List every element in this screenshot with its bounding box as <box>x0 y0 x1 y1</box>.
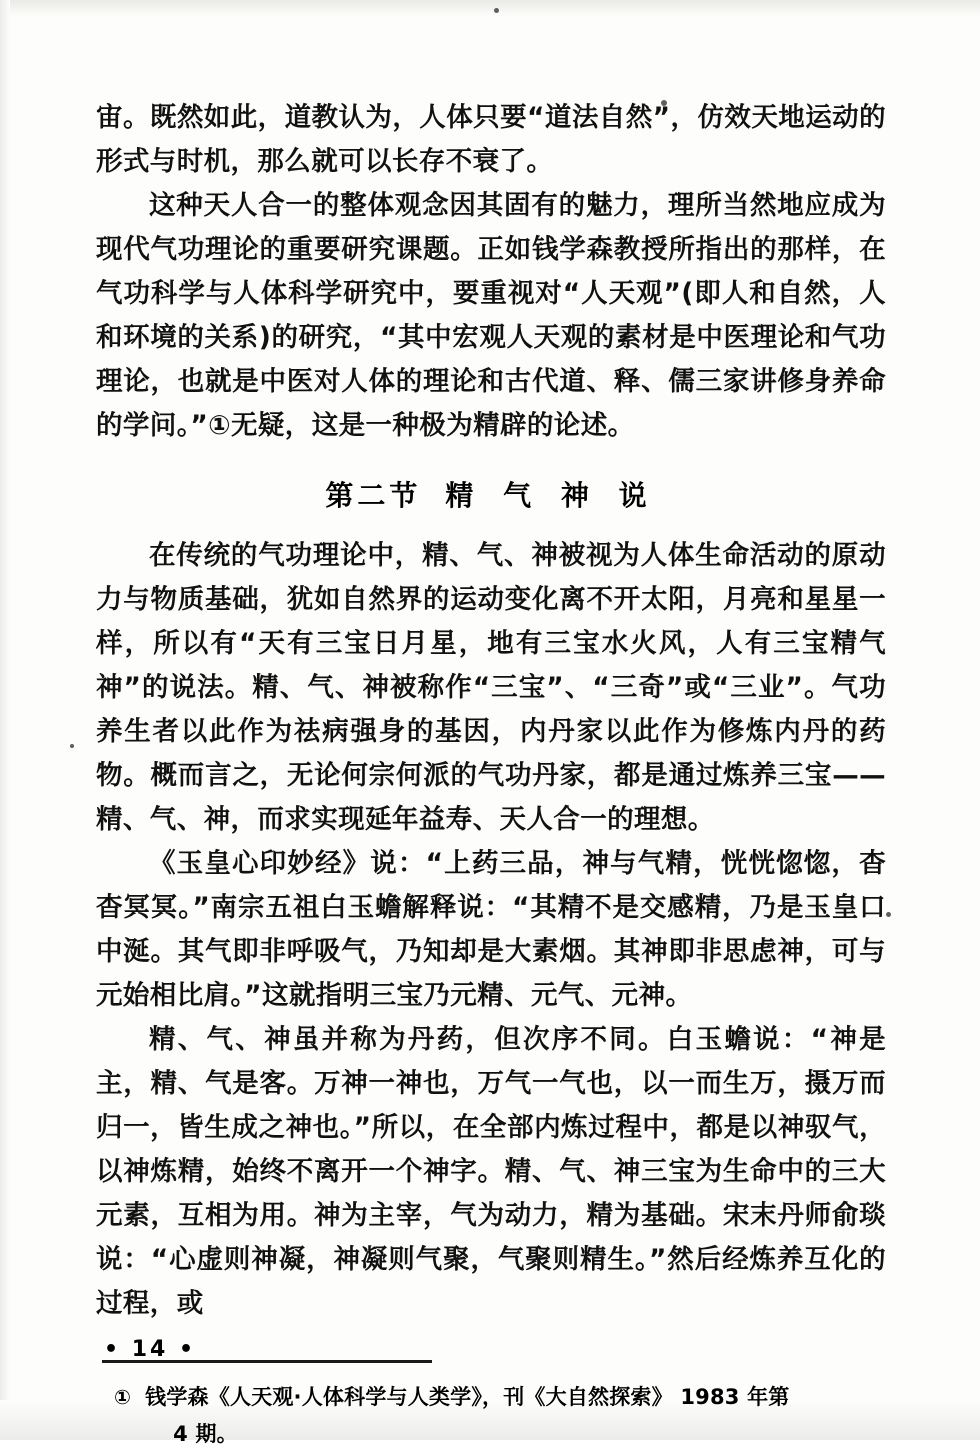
scan-speck <box>886 912 891 917</box>
footnote-line-1: 钱学森《人天观·人体科学与人类学》，刊《大自然探索》 1983 年第 <box>145 1385 790 1409</box>
scan-edge-left <box>0 0 10 1440</box>
page-content <box>96 96 886 1453</box>
footnote-text <box>145 1379 865 1453</box>
footnote-marker: ① <box>114 1385 132 1409</box>
scan-speck <box>494 8 499 13</box>
footnote <box>96 1379 886 1453</box>
paragraph-continuation: 宙。既然如此，道教认为，人体只要“道法自然”，仿效天地运动的形式与时机，那么就可以长存不衰了。 <box>96 102 886 177</box>
scan-edge-top <box>0 0 980 16</box>
scan-speck <box>70 744 74 748</box>
section-heading <box>96 474 886 518</box>
paragraph-yuhuang-scripture: 《玉皇心印妙经》说：“上药三品，神与气精，恍恍惚惚，杳杳冥冥。”南宗五祖白玉蟾解释说：“其精不是交感精，乃是玉皇口中涎。其气即非呼吸气，乃知却是大素烟。其神即非思虑神，可与元始相比肩。”这就指明三宝乃元精、元气、元神。 <box>96 848 886 1011</box>
paragraph-shen-is-master: 精、气、神虽并称为丹药，但次序不同。白玉蟾说：“神是主，精、气是客。万神一神也，万气一气也，以一而生万，摄万而归一，皆生成之神也。”所以，在全部内炼过程中，都是以神驭气，以神炼精，始终不离开一个神字。精、气、神三宝为生命中的三大元素，互相为用。神为主宰，气为动力，精为基础。宋末丹师俞琰说：“心虚则神凝，神凝则气聚，气聚则精生。”然后经炼养互化的过程，或 <box>96 1024 886 1319</box>
paragraph-three-treasures: 在传统的气功理论中，精、气、神被视为人体生命活动的原动力与物质基础，犹如自然界的运动变化离不开太阳，月亮和星星一样，所以有“天有三宝日月星，地有三宝水火风，人有三宝精气神”的说法。精、气、神被称作“三宝”、“三奇”或“三业”。气功养生者以此作为祛病强身的基因，内丹家以此作为修炼内丹的药物。概而言之，无论何宗何派的气功丹家，都是通过炼养三宝——精、气、神，而求实现延年益寿、天人合一的理想。 <box>96 540 886 835</box>
paragraph-holistic-view: 这种天人合一的整体观念因其固有的魅力，理所当然地应成为现代气功理论的重要研究课题。正如钱学森教授所指出的那样，在气功科学与人体科学研究中，要重视对“人天观”(即人和自然，人和环境的关系)的研究，“其中宏观人天观的素材是中医理论和气功理论，也就是中医对人体的理论和古代道、释、儒三家讲修身养命的学问。”①无疑，这是一种极为精辟的论述。 <box>96 190 886 441</box>
page-number: • 14 • <box>104 1337 197 1362</box>
section-number: 第二节 <box>325 479 422 512</box>
footnote-line-2: 4 期。 <box>173 1422 238 1446</box>
section-title: 精 气 神 说 <box>445 479 657 512</box>
